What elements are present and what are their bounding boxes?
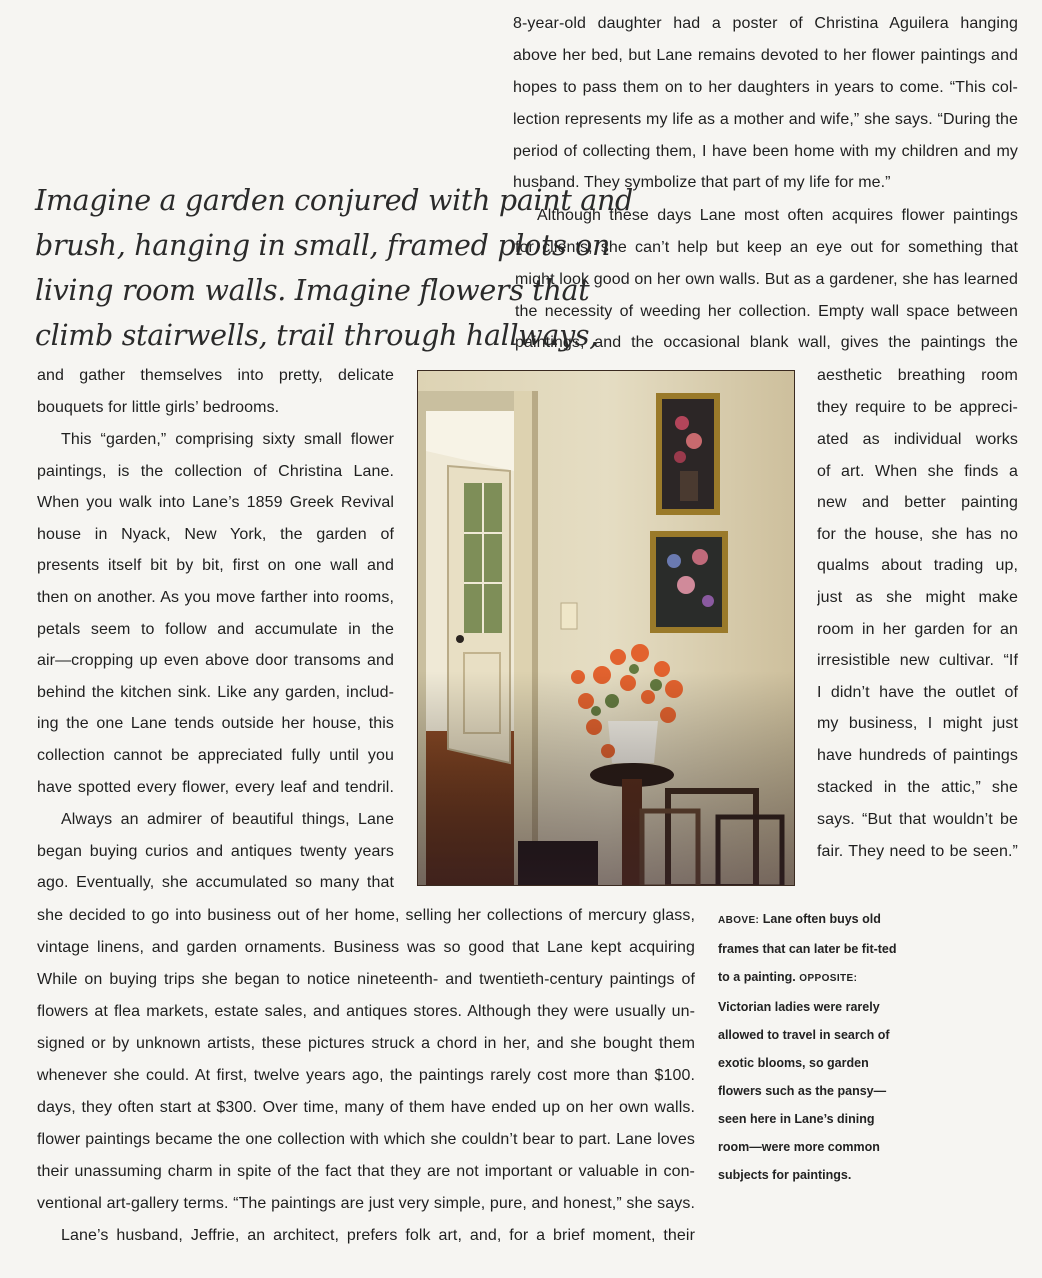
pull-quote (35, 178, 633, 358)
caption-label-above: ABOVE: (718, 915, 760, 926)
text-line: fair. They need to be seen.” (817, 843, 1018, 860)
text-line: new and better painting (817, 494, 1018, 511)
text-line: ated as individual works (817, 431, 1018, 448)
text-line: flower paintings became the one collection with which she couldn’t bear to part. Lane loves (37, 1131, 695, 1148)
text-line: and gather themselves into pretty, delicate (37, 367, 394, 384)
text-line: then on another. As you move farther into rooms, (37, 589, 394, 606)
text-line: While on buying trips she began to notice nineteenth- and twentieth-century paintings of (37, 971, 695, 988)
text-line: When you walk into Lane’s 1859 Greek Revival (37, 494, 394, 511)
pull-quote-line: Imagine a garden conjured with paint and (35, 184, 633, 217)
text-line: Lane’s husband, Jeffrie, an architect, prefers folk art, and, for a brief moment, their (61, 1227, 695, 1244)
text-line: ventional art-gallery terms. “The paintings are just very simple, pure, and honest,” she says. (37, 1195, 695, 1212)
text-line: for the house, she has no (817, 526, 1018, 543)
text-line: of art. When she finds a (817, 463, 1018, 480)
text-line: room in her garden for an (817, 621, 1018, 638)
text-line: ago. Eventually, she accumulated so many that (37, 874, 394, 891)
text-line: flowers at flea markets, estate sales, and antiques stores. Although they were usually un- (37, 1003, 695, 1020)
text-line: presents itself bit by bit, first on one wall and (37, 557, 394, 574)
text-line: above her bed, but Lane remains devoted to her flower paintings and (513, 47, 1018, 64)
text-line: paintings, is the collection of Christina Lane. (37, 463, 394, 480)
text-line: whenever she could. At first, twelve years ago, the paintings rarely cost more than $100. (37, 1067, 695, 1084)
text-line: have spotted every flower, every leaf and tendril. (37, 779, 394, 796)
text-line: she decided to go into business out of her home, selling her collections of mercury glass, (37, 907, 695, 924)
photo-caption (718, 905, 908, 1189)
text-line: vintage linens, and garden ornaments. Business was so good that Lane kept acquiring (37, 939, 695, 956)
text-line: ing the one Lane tends outside her house, this (37, 715, 394, 732)
text-line: days, they often start at $300. Over time, many of them have ended up on her own walls. (37, 1099, 695, 1116)
caption-label-opposite: OPPOSITE: (799, 973, 858, 984)
text-line: Although these days Lane most often acquires flower paintings (537, 207, 1018, 224)
text-line: have hundreds of paintings (817, 747, 1018, 764)
text-line: This “garden,” comprising sixty small flower (61, 431, 394, 448)
text-line: paintings, and the occasional blank wall, gives the paintings the (515, 334, 1018, 351)
text-line: bouquets for little girls’ bedrooms. (37, 399, 280, 416)
text-line: the necessity of weeding her collection. Empty wall space between (515, 303, 1018, 320)
pull-quote-line: living room walls. Imagine flowers that (35, 274, 590, 307)
text-line: their unassuming charm in spite of the fact that they are not important or valuable in con- (37, 1163, 695, 1180)
text-line: behind the kitchen sink. Like any garden, includ- (37, 684, 394, 701)
text-line: I didn’t have the outlet of (817, 684, 1018, 701)
text-line: irresistible new cultivar. “If (817, 652, 1018, 669)
text-line: stacked in the attic,” she (817, 779, 1018, 796)
text-line: signed or by unknown artists, these pictures struck a chord in her, and she bought them (37, 1035, 695, 1052)
text-line: might look good on her own walls. But as a gardener, she has learned (515, 271, 1018, 288)
text-line: for clients, she can’t help but keep an eye out for something that (515, 239, 1018, 256)
text-line: period of collecting them, I have been home with my children and my (513, 143, 1018, 160)
caption-text-opposite: Victorian ladies were rarely allowed to travel in search of exotic blooms, so garden flowers such as the pansy—seen here in Lane’s dining room—were more common subjects for paintings. (718, 1000, 890, 1182)
text-line: qualms about trading up, (817, 557, 1018, 574)
text-line: Always an admirer of beautiful things, Lane (61, 811, 394, 828)
text-line: lection represents my life as a mother and wife,” she says. “During the (513, 111, 1018, 128)
text-line: my business, I might just (817, 715, 1018, 732)
interior-photo (417, 370, 795, 886)
text-line: air—cropping up even above door transoms and (37, 652, 394, 669)
text-line: says. “But that wouldn’t be (817, 811, 1018, 828)
text-line: 8-year-old daughter had a poster of Christina Aguilera hanging (513, 15, 1018, 32)
caption-text-above: Lane often buys old frames that can later be fit-ted to a painting. (718, 912, 897, 984)
text-line: began buying curios and antiques twenty years (37, 843, 394, 860)
text-line: aesthetic breathing room (817, 367, 1018, 384)
pull-quote-line: brush, hanging in small, framed plots on (35, 229, 611, 262)
text-line: petals seem to follow and accumulate in the (37, 621, 394, 638)
pull-quote-line: climb stairwells, trail through hallways, (35, 319, 598, 352)
text-line: husband. They symbolize that part of my life for me.” (513, 174, 891, 191)
text-line: they require to be appreci- (817, 399, 1018, 416)
text-line: house in Nyack, New York, the garden of (37, 526, 394, 543)
text-line: hopes to pass them on to her daughters in years to come. “This col- (513, 79, 1018, 96)
text-line: collection cannot be appreciated fully until you (37, 747, 394, 764)
interior-photo-illustration (418, 371, 795, 886)
text-line: just as she might make (817, 589, 1018, 606)
